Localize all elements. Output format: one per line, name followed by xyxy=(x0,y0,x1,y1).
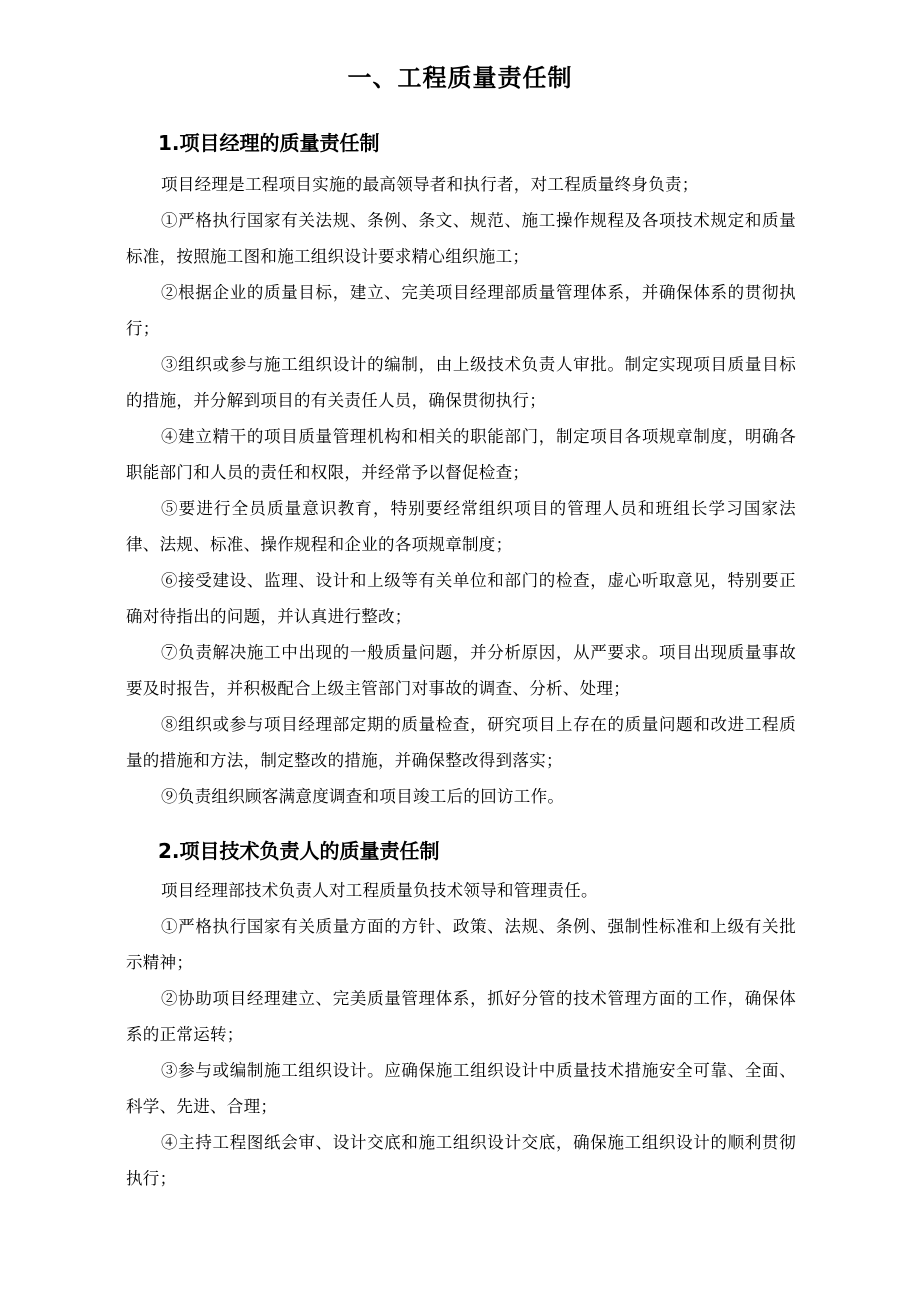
section-heading-2: 2.项目技术负责人的质量责任制 xyxy=(158,839,440,863)
paragraph: ②协助项目经理建立、完美质量管理体系，抓好分管的技术管理方面的工作，确保体系的正常运转； xyxy=(126,989,796,1044)
paragraph: ②根据企业的质量目标，建立、完美项目经理部质量管理体系，并确保体系的贯彻执行； xyxy=(126,283,796,338)
paragraph: ③参与或编制施工组织设计。应确保施工组织设计中质量技术措施安全可靠、全面、科学、先进、合理； xyxy=(126,1061,796,1116)
section-heading-1: 1.项目经理的质量责任制 xyxy=(158,131,380,155)
paragraph: ④建立精干的项目质量管理机构和相关的职能部门，制定项目各项规章制度，明确各职能部门和人员的责任和权限，并经常予以督促检查； xyxy=(126,427,796,482)
paragraph: ⑦负责解决施工中出现的一般质量问题，并分析原因，从严要求。项目出现质量事故要及时报告，并积极配合上级主管部门对事故的调查、分析、处理； xyxy=(126,643,796,698)
paragraph: ③组织或参与施工组织设计的编制，由上级技术负责人审批。制定实现项目质量目标的措施，并分解到项目的有关责任人员，确保贯彻执行； xyxy=(126,355,796,410)
paragraph: ⑤要进行全员质量意识教育，特别要经常组织项目的管理人员和班组长学习国家法律、法规、标准、操作规程和企业的各项规章制度； xyxy=(126,499,796,554)
paragraph: ⑨负责组织顾客满意度调查和项目竣工后的回访工作。 xyxy=(161,787,565,806)
document-title: 一、工程质量责任制 xyxy=(347,64,573,92)
paragraph: ⑥接受建设、监理、设计和上级等有关单位和部门的检查，虚心听取意见，特别要正确对待指出的问题，并认真进行整改； xyxy=(126,571,796,626)
paragraph: ④主持工程图纸会审、设计交底和施工组织设计交底，确保施工组织设计的顺利贯彻执行； xyxy=(126,1133,796,1188)
paragraph: ①严格执行国家有关质量方面的方针、政策、法规、条例、强制性标准和上级有关批示精神； xyxy=(126,917,796,972)
paragraph: 项目经理是工程项目实施的最高领导者和执行者，对工程质量终身负责； xyxy=(161,175,699,194)
paragraph: 项目经理部技术负责人对工程质量负技术领导和管理责任。 xyxy=(161,881,598,900)
paragraph: ①严格执行国家有关法规、条例、条文、规范、施工操作规程及各项技术规定和质量标准，按照施工图和施工组织设计要求精心组织施工； xyxy=(126,211,796,266)
paragraph: ⑧组织或参与项目经理部定期的质量检查，研究项目上存在的质量问题和改进工程质量的措施和方法，制定整改的措施，并确保整改得到落实； xyxy=(126,715,796,770)
